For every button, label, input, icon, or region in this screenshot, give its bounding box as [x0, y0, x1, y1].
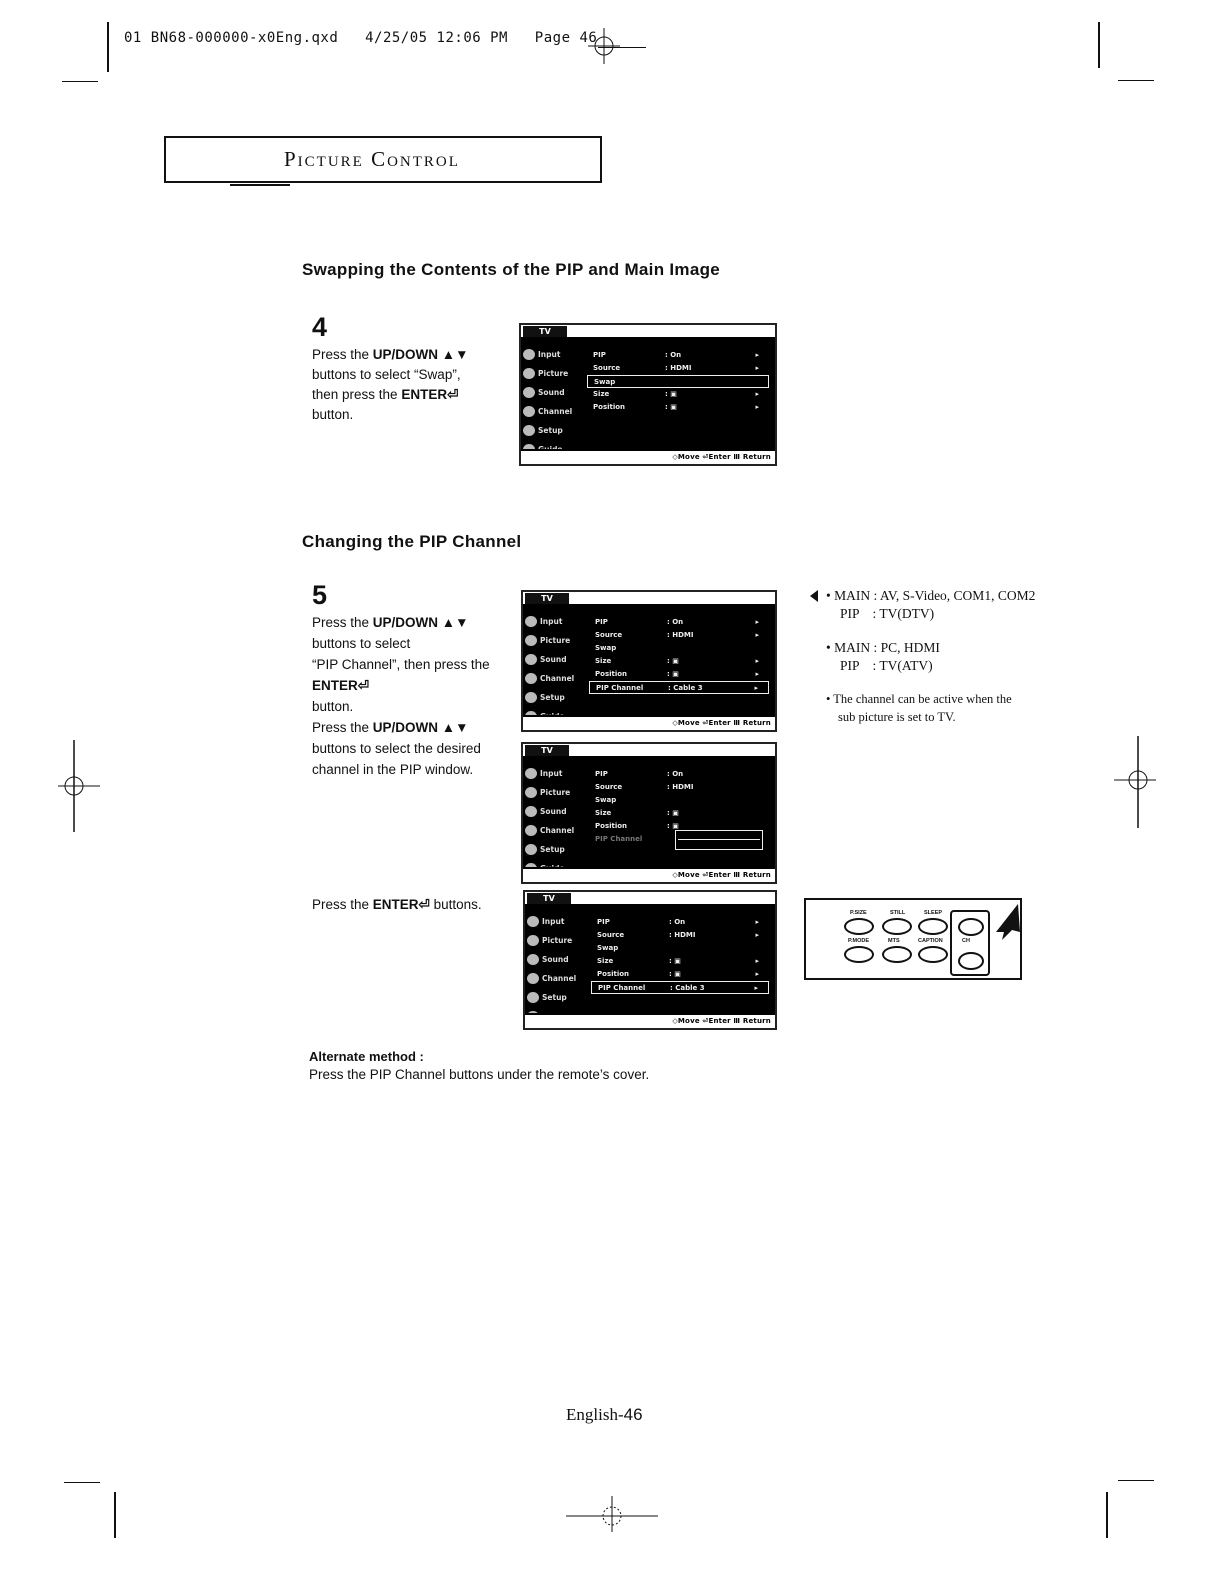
osd-menu-sound: Sound — [523, 383, 583, 402]
osd-row-selected: PIP Channel : Cable 3 ▸ — [589, 681, 769, 694]
remote-label: STILL — [890, 910, 906, 916]
note-text: PIP : TV(DTV) — [840, 606, 935, 621]
osd-row: Position : ▣ ▸ — [597, 970, 759, 978]
print-page-label: Page — [534, 30, 571, 46]
osd-menu-setup: Setup — [527, 988, 587, 1007]
setup-icon — [523, 425, 535, 436]
remote-label: MTS — [888, 938, 900, 944]
osd-row-selected: PIP Channel : Cable 3 ▸ — [591, 981, 769, 994]
section-title: Picture Control — [284, 147, 460, 171]
osd-top-bar — [523, 592, 775, 606]
swap-heading: Swapping the Contents of the PIP and Main Image — [302, 260, 721, 279]
osd-top-bar — [523, 744, 775, 758]
crop-mark — [114, 1492, 116, 1538]
sound-icon — [525, 806, 537, 817]
pip-text: buttons. — [429, 897, 482, 912]
osd-menu-setup: Setup — [523, 421, 583, 440]
note-text: • The channel can be active when the — [826, 692, 1012, 706]
swap-text: Press the — [312, 347, 373, 362]
pip-channel-instruction — [312, 612, 512, 780]
osd-side-menu — [523, 345, 583, 459]
setup-icon — [525, 692, 537, 703]
swap-text: buttons to select “Swap”, — [312, 367, 461, 382]
osd-side-menu — [525, 764, 585, 878]
osd-row: Source : HDMI ▸ — [593, 364, 759, 372]
osd-row: Size : ▣ — [595, 809, 679, 817]
osd-top-bar — [521, 325, 775, 339]
osd-side-menu — [527, 912, 587, 1026]
osd-row: PIP : On — [595, 770, 684, 778]
psize-button — [844, 918, 874, 935]
footer-language: English- — [566, 1405, 624, 1424]
registration-mark-icon — [586, 26, 622, 66]
osd-row-selected: Swap — [587, 375, 769, 388]
remote-illustration — [804, 898, 1022, 980]
print-filename: 01 BN68-000000-x0Eng.qxd — [124, 30, 339, 46]
caption-button — [918, 946, 948, 963]
osd-menu-input: Input — [523, 345, 583, 364]
remote-label: P.MODE — [848, 938, 869, 944]
crop-mark — [1098, 22, 1100, 68]
osd-menu-input: Input — [525, 764, 585, 783]
pip-text: buttons to select the desired — [312, 741, 481, 756]
input-icon — [527, 916, 539, 927]
osd-screen-pip-channel — [521, 590, 777, 732]
osd-tv-label: TV — [525, 593, 569, 604]
remote-label: CAPTION — [918, 938, 943, 944]
osd-menu-input: Input — [525, 612, 585, 631]
updown-buttons-label: UP/DOWN ▲▼ — [372, 347, 469, 362]
footer-page-number: 46 — [623, 1405, 643, 1424]
osd-menu-sound: Sound — [527, 950, 587, 969]
osd-rows — [591, 916, 769, 994]
updown-buttons-label: UP/DOWN ▲▼ — [372, 615, 469, 630]
pip-text: “PIP Channel”, then press the — [312, 657, 490, 672]
swap-text: then press the — [312, 387, 402, 402]
osd-row: Source : HDMI ▸ — [595, 631, 759, 639]
osd-rows — [589, 616, 769, 694]
swap-instruction — [312, 345, 502, 425]
note-1 — [826, 587, 1035, 623]
still-button — [882, 918, 912, 935]
osd-menu-sound: Sound — [525, 650, 585, 669]
channel-icon — [527, 973, 539, 984]
crop-mark — [1106, 1492, 1108, 1538]
remote-label: CH — [962, 938, 970, 944]
osd-bottom-bar: ◇Move ⏎Enter Ⅲ Return — [521, 449, 775, 464]
osd-row: Swap — [597, 944, 619, 952]
step-number-4: 4 — [312, 312, 328, 342]
swap-text: button. — [312, 407, 354, 422]
note-text: sub picture is set to TV. — [838, 710, 956, 724]
pip-text: channel in the PIP window. — [312, 762, 474, 777]
osd-tv-label: TV — [525, 745, 569, 756]
input-icon — [525, 768, 537, 779]
alternate-method-text: Press the PIP Channel buttons under the remote’s cover. — [309, 1067, 650, 1082]
step-number-5: 5 — [312, 580, 328, 610]
osd-menu-channel: Channel — [527, 969, 587, 988]
print-time: 12:06 PM — [436, 30, 508, 46]
osd-bottom-bar: ◇Move ⏎Enter Ⅲ Return — [523, 715, 775, 730]
print-page-number: 46 — [579, 30, 598, 46]
crop-mark — [64, 1482, 100, 1483]
osd-menu-sound: Sound — [525, 802, 585, 821]
osd-menu-channel: Channel — [523, 402, 583, 421]
osd-side-menu — [525, 612, 585, 726]
note-text: • MAIN : AV, S-Video, COM1, COM2 — [826, 588, 1036, 603]
osd-row: Position : ▣ ▸ — [595, 670, 759, 678]
osd-menu-picture: Picture — [523, 364, 583, 383]
enter-button-label: ENTER⏎ — [401, 387, 459, 402]
remote-label: SLEEP — [924, 910, 943, 916]
enter-button-label: ENTER⏎ — [312, 678, 370, 693]
note-arrow-icon — [808, 589, 820, 603]
osd-top-bar — [525, 892, 775, 906]
osd-row: Size : ▣ ▸ — [597, 957, 759, 965]
sound-icon — [525, 654, 537, 665]
osd-menu-channel: Channel — [525, 669, 585, 688]
osd-row: Swap — [595, 796, 617, 804]
setup-icon — [527, 992, 539, 1003]
setup-icon — [525, 844, 537, 855]
section-title-box — [164, 136, 602, 183]
picture-icon — [525, 787, 537, 798]
alternate-method-label: Alternate method : — [309, 1049, 424, 1064]
sound-icon — [527, 954, 539, 965]
pip-channel-buttons — [950, 910, 990, 976]
pmode-button — [844, 946, 874, 963]
pip-text: buttons to select — [312, 636, 411, 651]
osd-channel-popup — [675, 830, 763, 850]
note-3 — [826, 690, 1012, 726]
print-header — [124, 30, 597, 46]
osd-row: PIP : On ▸ — [597, 918, 759, 926]
pointer-arrow-icon — [992, 902, 1022, 942]
picture-icon — [527, 935, 539, 946]
enter-instruction — [312, 895, 482, 915]
title-underline — [230, 184, 290, 186]
osd-tv-label: TV — [523, 326, 567, 337]
sleep-button — [918, 918, 948, 935]
osd-row: Position : ▣ ▸ — [593, 403, 759, 411]
osd-menu-setup: Setup — [525, 840, 585, 859]
osd-bottom-bar: ◇Move ⏎Enter Ⅲ Return — [525, 1013, 775, 1028]
crop-mark — [107, 22, 109, 72]
registration-mark-icon — [1112, 736, 1158, 828]
osd-row: Source : HDMI ▸ — [597, 931, 759, 939]
print-date: 4/25/05 — [365, 30, 428, 46]
mts-button — [882, 946, 912, 963]
updown-buttons-label: UP/DOWN ▲▼ — [372, 720, 469, 735]
osd-menu-setup: Setup — [525, 688, 585, 707]
osd-bottom-bar: ◇Move ⏎Enter Ⅲ Return — [523, 867, 775, 882]
enter-button-label: ENTER⏎ — [372, 897, 430, 912]
remote-label: P.SIZE — [850, 910, 867, 916]
pip-text: Press the — [312, 615, 373, 630]
pip-text: Press the — [312, 897, 373, 912]
registration-mark-icon — [56, 740, 102, 832]
input-icon — [525, 616, 537, 627]
osd-screen-channel-select — [521, 742, 777, 884]
osd-screen-swap — [519, 323, 777, 466]
osd-menu-picture: Picture — [525, 783, 585, 802]
pip-text: Press the — [312, 720, 373, 735]
osd-row: Size : ▣ ▸ — [595, 657, 759, 665]
osd-menu-picture: Picture — [525, 631, 585, 650]
channel-icon — [523, 406, 535, 417]
note-text: • MAIN : PC, HDMI — [826, 640, 940, 655]
osd-row: Swap — [595, 644, 617, 652]
pip-text: button. — [312, 699, 354, 714]
picture-icon — [525, 635, 537, 646]
osd-rows — [587, 349, 769, 414]
osd-menu-input: Input — [527, 912, 587, 931]
crop-mark — [62, 81, 98, 82]
note-text: PIP : TV(ATV) — [840, 658, 933, 673]
input-icon — [523, 349, 535, 360]
sound-icon — [523, 387, 535, 398]
osd-row: PIP Channel — [595, 835, 643, 843]
osd-row: PIP : On ▸ — [595, 618, 759, 626]
osd-menu-picture: Picture — [527, 931, 587, 950]
osd-row: Source : HDMI — [595, 783, 694, 791]
crop-mark — [1118, 80, 1154, 81]
osd-row: Size : ▣ ▸ — [593, 390, 759, 398]
osd-menu-channel: Channel — [525, 821, 585, 840]
pip-channel-heading: Changing the PIP Channel — [302, 532, 522, 551]
note-2 — [826, 639, 940, 675]
picture-icon — [523, 368, 535, 379]
osd-row: PIP : On ▸ — [593, 351, 759, 359]
channel-icon — [525, 825, 537, 836]
osd-tv-label: TV — [527, 893, 571, 904]
registration-mark-icon — [566, 1494, 658, 1534]
crop-mark — [1118, 1480, 1154, 1481]
osd-row: Position : ▣ — [595, 822, 679, 830]
page-footer — [566, 1405, 643, 1425]
channel-icon — [525, 673, 537, 684]
osd-screen-pip-channel-confirm — [523, 890, 777, 1030]
